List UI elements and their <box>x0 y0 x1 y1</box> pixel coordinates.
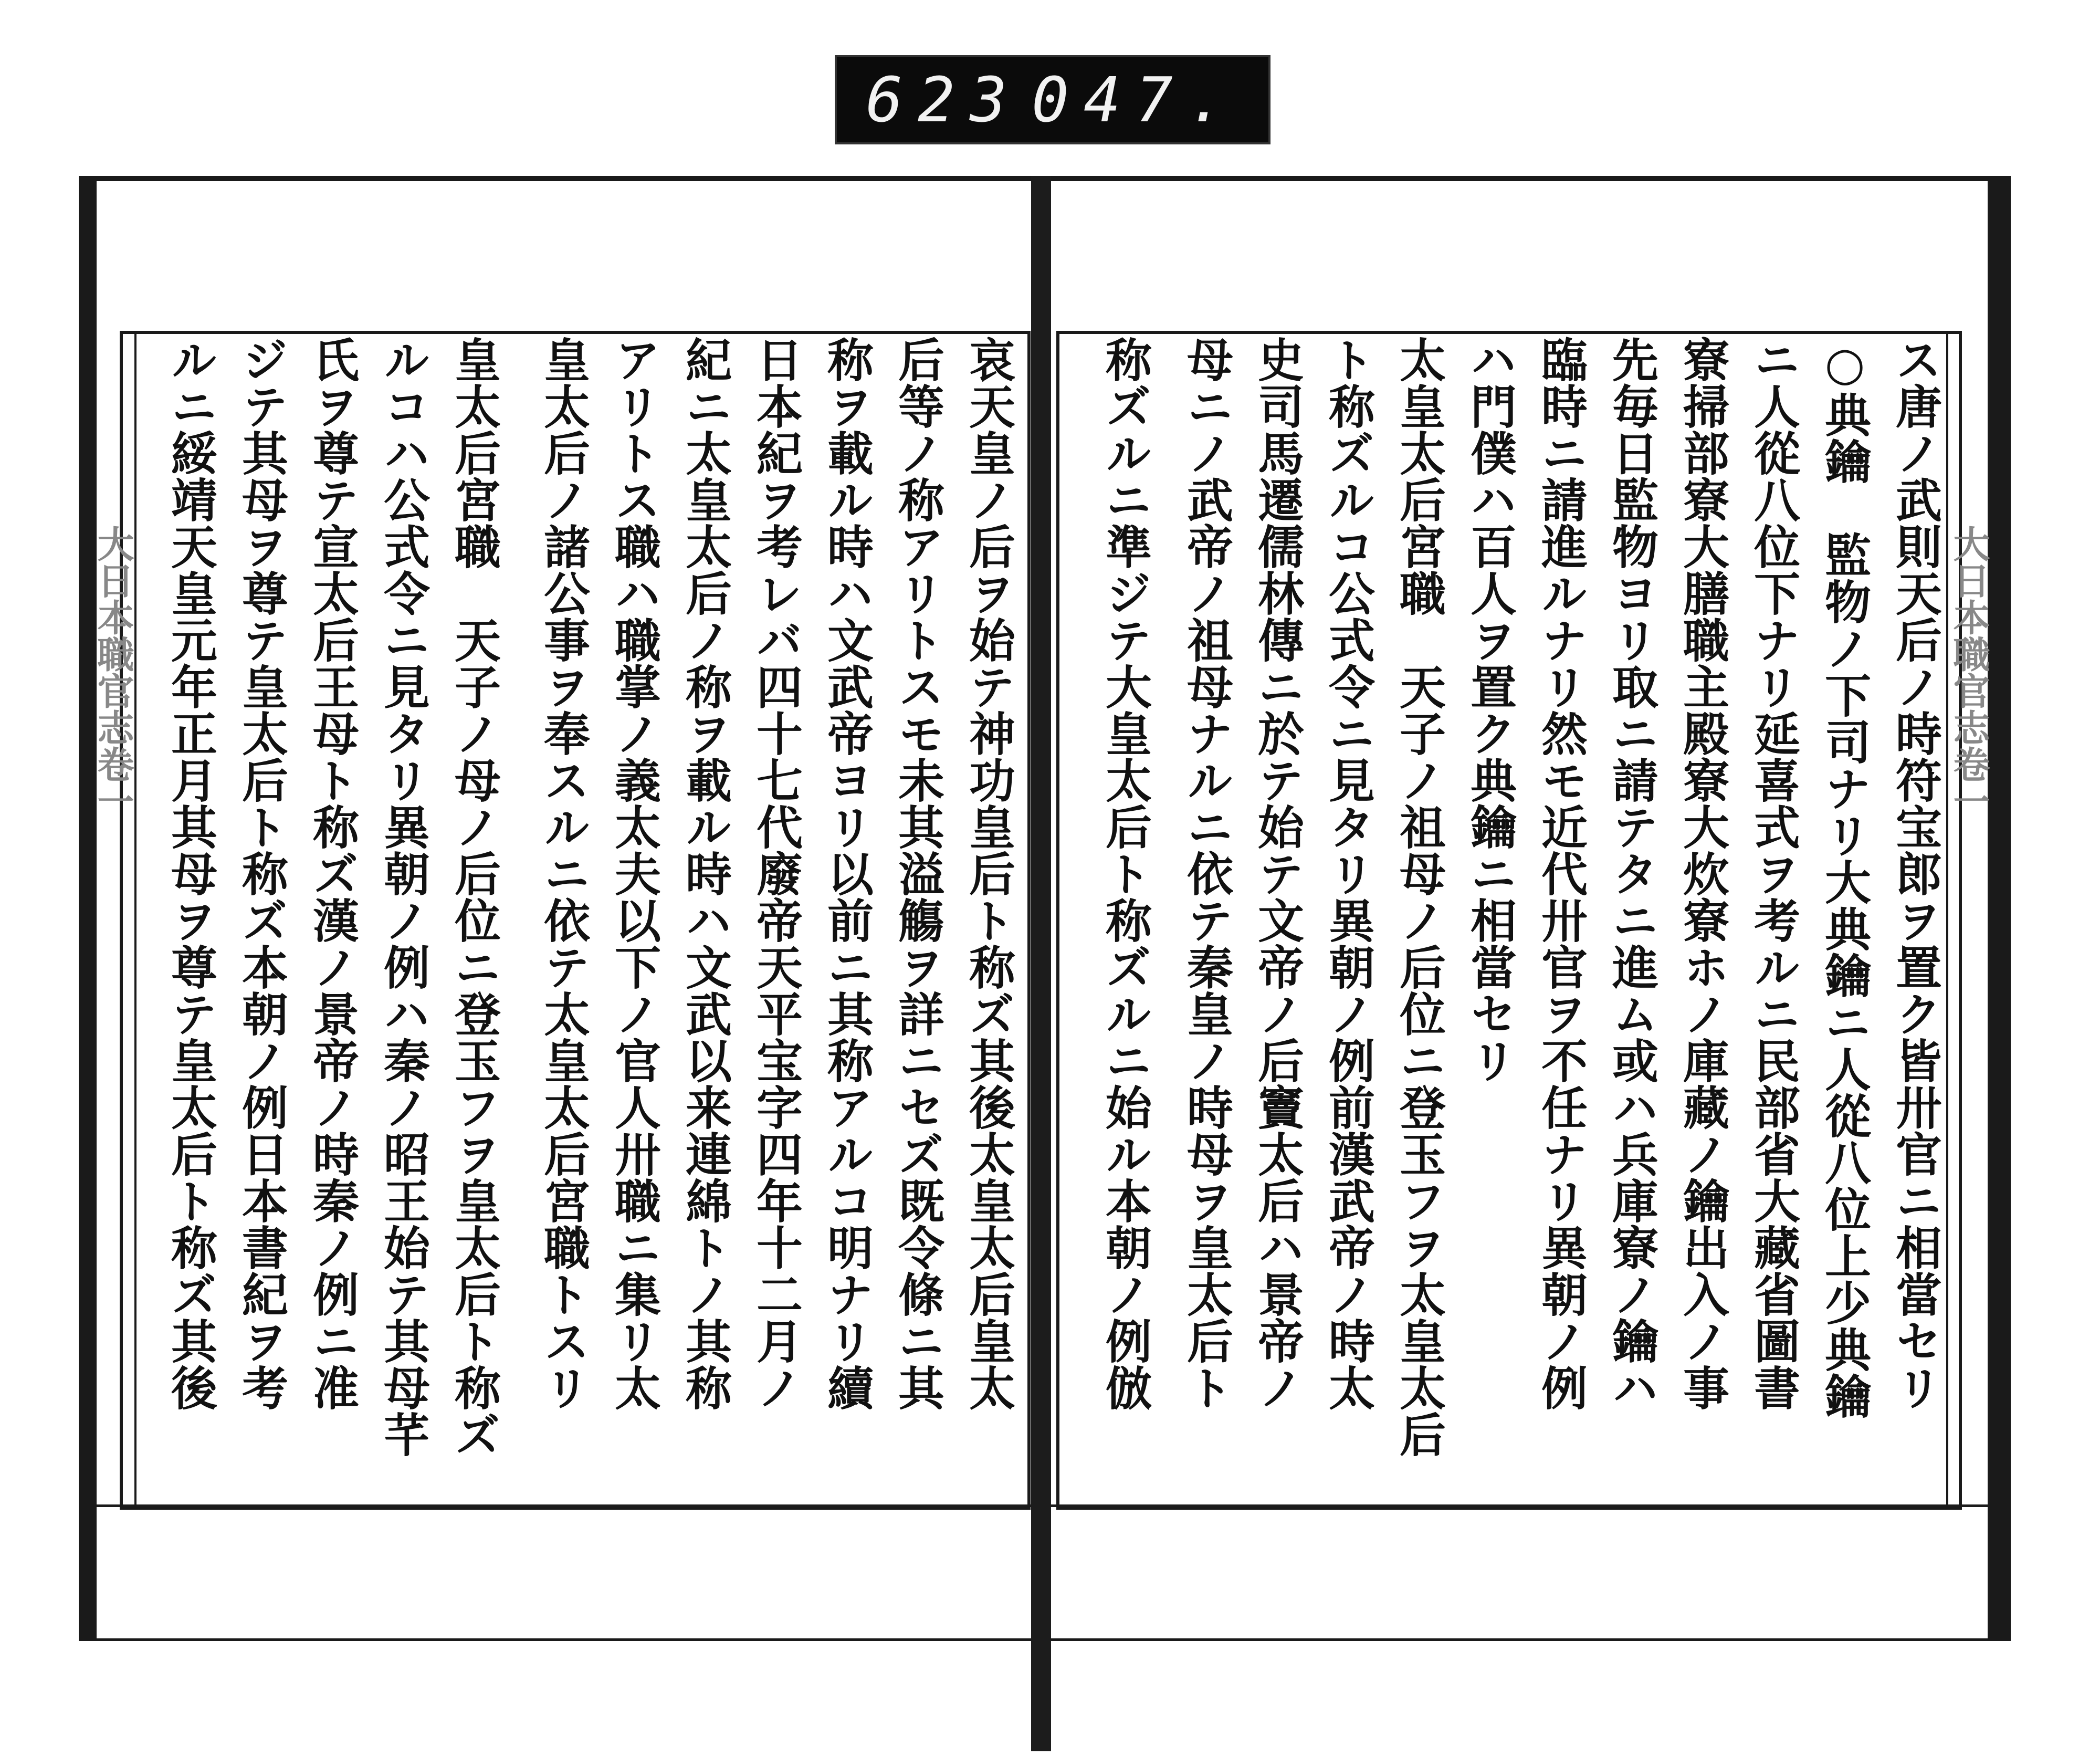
frame-inner-line <box>1946 334 1948 1507</box>
microfilm-label <box>835 55 1270 144</box>
left-col-8: 皇太后宮職 天子ノ母ノ后位ニ登玉フヲ皇太后ト称ズ <box>447 336 502 1458</box>
left-col-11: ジテ其母ヲ尊テ皇太后ト称ズ本朝ノ例日本書紀ヲ考 <box>235 336 289 1411</box>
right-col-7: ハ門僕ハ百人ヲ置ク典鑰ニ相當セリ <box>1463 336 1518 1084</box>
right-col-3: ニ人從八位下ナリ延喜式ヲ考ルニ民部省大藏省圖書 <box>1747 336 1801 1411</box>
right-col-11: 母ニノ武帝ノ祖母ナルニ依テ秦皇ノ時母ヲ皇太后ト <box>1180 336 1234 1411</box>
left-col-4: 日本紀ヲ考レバ四十七代廢帝天平宝字四年十二月ノ <box>749 336 804 1411</box>
right-col-10: 史司馬遷儒林傳ニ於テ始テ文帝ノ后竇太后ハ景帝ノ <box>1251 336 1305 1411</box>
left-col-2: 后等ノ称アリトスモ未其溢觴ヲ詳ニセズ既令條ニ其 <box>891 336 946 1411</box>
left-col-7: 皇太后ノ諸公事ヲ奉スルニ依テ太皇太后宮職トスリ <box>537 336 591 1411</box>
book-spine <box>1031 176 1051 1751</box>
right-col-5: 先毎日監物ヨリ取ニ請テタニ進ム或ハ兵庫寮ノ鑰ハ <box>1605 336 1660 1411</box>
running-title-left: 大日本職官志卷一 <box>91 525 135 819</box>
reel-number: 623 <box>866 64 1022 136</box>
left-col-6: アリトス職ハ職掌ノ義太夫以下ノ官人卅職ニ集リ太 <box>607 336 662 1411</box>
left-col-9: ルコハ公式令ニ見タリ異朝ノ例ハ秦ノ昭王始テ其母芊 <box>376 336 431 1458</box>
right-col-6: 臨時ニ請進ルナリ然モ近代卅官ヲ不任ナリ異朝ノ例 <box>1534 336 1589 1411</box>
left-col-12: ルニ綏靖天皇元年正月其母ヲ尊テ皇太后ト称ズ其後 <box>164 336 218 1411</box>
right-col-1: ス唐ノ武則天后ノ時符宝郎ヲ置ク皆卅官ニ相當セリ <box>1888 336 1943 1411</box>
left-col-1: 哀天皇ノ后ヲ始テ神功皇后ト称ズ其後太皇太后皇太 <box>962 336 1016 1411</box>
left-col-3: 称ヲ載ル時ハ文武帝ヨリ以前ニ其称アルコ明ナリ續 <box>820 336 875 1411</box>
frame-number: 047. <box>1031 64 1240 136</box>
right-col-9: ト称ズルコ公式令ニ見タリ異朝ノ例前漢武帝ノ時太 <box>1321 336 1376 1411</box>
right-col-4: 寮掃部寮大膳職主殿寮大炊寮ホノ庫藏ノ鑰出入ノ事 <box>1676 336 1730 1411</box>
frame-inner-line <box>134 334 136 1507</box>
left-col-5: 紀ニ太皇太后ノ称ヲ載ル時ハ文武以来連綿トノ其称 <box>678 336 733 1411</box>
right-col-2: ○典鑰 監物ノ下司ナリ大典鑰ニ人從八位上少典鑰 <box>1818 336 1872 1419</box>
running-title-right: 大日本職官志卷一 <box>1947 525 1991 819</box>
right-col-8: 太皇太后宮職 天子ノ祖母ノ后位ニ登玉フヲ太皇太后 <box>1392 336 1447 1458</box>
left-col-10: 氏ヲ尊テ宣太后王母ト称ズ漢ノ景帝ノ時秦ノ例ニ准 <box>306 336 360 1411</box>
right-col-12: 称ズルニ準ジテ大皇太后ト称ズルニ始ル本朝ノ例倣 <box>1098 336 1153 1411</box>
